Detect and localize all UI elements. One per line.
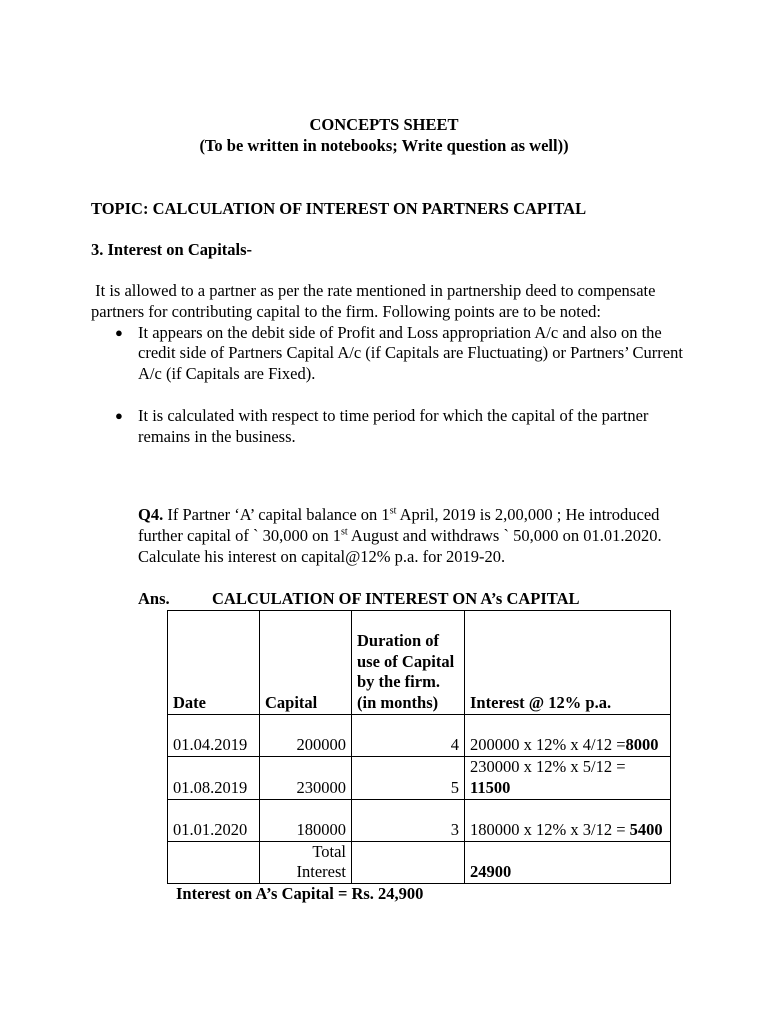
bullet-text: It appears on the debit side of Profit and Loss appropriation A/c and also on the credit side of Partners Capital A/c (if Capitals are Fluctuating) or Partners’ Current A/c (if Capitals are Fixed). [138,322,683,384]
cell-months: 3 [352,799,465,841]
cell-empty [168,841,260,884]
interest-calc: 230000 x 12% x 5/12 = [470,757,626,776]
header-duration: Duration of use of Capital by the firm. (in months) [352,611,465,715]
intro-paragraph: It is allowed to a partner as per the rate mentioned in partnership deed to compensate partners for contributing capital to the firm. Following points are to be noted: [91,281,660,321]
list-item [115,405,691,448]
cell-interest [465,799,671,841]
cell-interest [465,715,671,757]
answer-title: CALCULATION OF INTEREST ON A’s CAPITAL [212,589,580,608]
interest-calc: 180000 x 12% x 3/12 = [470,819,630,839]
table-total-row [168,841,671,884]
question-text: If Partner ‘A’ capital balance on 1 [163,505,390,524]
interest-table [167,610,671,884]
table-row [168,715,671,757]
bullet-icon: ● [115,407,123,423]
question-text: April, 2019 is 2,00,000 ; He introduced further capital of ` 30,000 on 1 [138,505,660,545]
bullet-icon: ● [115,324,123,340]
question-block [138,505,698,567]
header-date: Date [168,611,260,715]
total-label: Total Interest [260,841,352,884]
table-row [168,799,671,841]
total-amount: 24900 [465,841,671,884]
topic-heading: TOPIC: CALCULATION OF INTEREST ON PARTNERS CAPITAL [91,199,587,218]
table-row [168,757,671,800]
conclusion-text: Interest on A’s Capital = Rs. 24,900 [176,884,424,903]
cell-capital: 200000 [260,715,352,757]
cell-capital: 180000 [260,799,352,841]
cell-capital: 230000 [260,757,352,800]
page-title: CONCEPTS SHEET [309,115,459,134]
table-header-row [168,611,671,715]
question-label: Q4. [138,505,164,524]
answer-heading [138,589,698,610]
cell-interest [465,757,671,800]
cell-date: 01.08.2019 [168,757,260,800]
header-capital: Capital [260,611,352,715]
list-item [115,322,691,385]
bullet-text: It is calculated with respect to time period for which the capital of the partner remains in the business. [138,405,649,446]
page-subtitle: (To be written in notebooks; Write question as well)) [199,136,569,155]
cell-date: 01.01.2020 [168,799,260,841]
cell-months: 4 [352,715,465,757]
question-text: August and withdraws ` 50,000 on 01.01.2020. Calculate his interest on capital@12% p.a. for 2019-20. [138,525,662,566]
cell-date: 01.04.2019 [168,715,260,757]
section-heading: 3. Interest on Capitals- [91,240,253,259]
cell-months: 5 [352,757,465,800]
answer-label: Ans. [138,589,170,608]
bullet-list [115,322,691,448]
superscript: st [340,526,348,538]
superscript: st [389,505,397,517]
interest-amount: 5400 [629,819,663,839]
content-block [91,281,691,447]
header-interest: Interest @ 12% p.a. [465,611,671,715]
interest-calc: 200000 x 12% x 4/12 = [470,735,626,755]
interest-amount: 11500 [470,777,511,797]
cell-empty [352,841,465,884]
interest-amount: 8000 [625,735,659,755]
